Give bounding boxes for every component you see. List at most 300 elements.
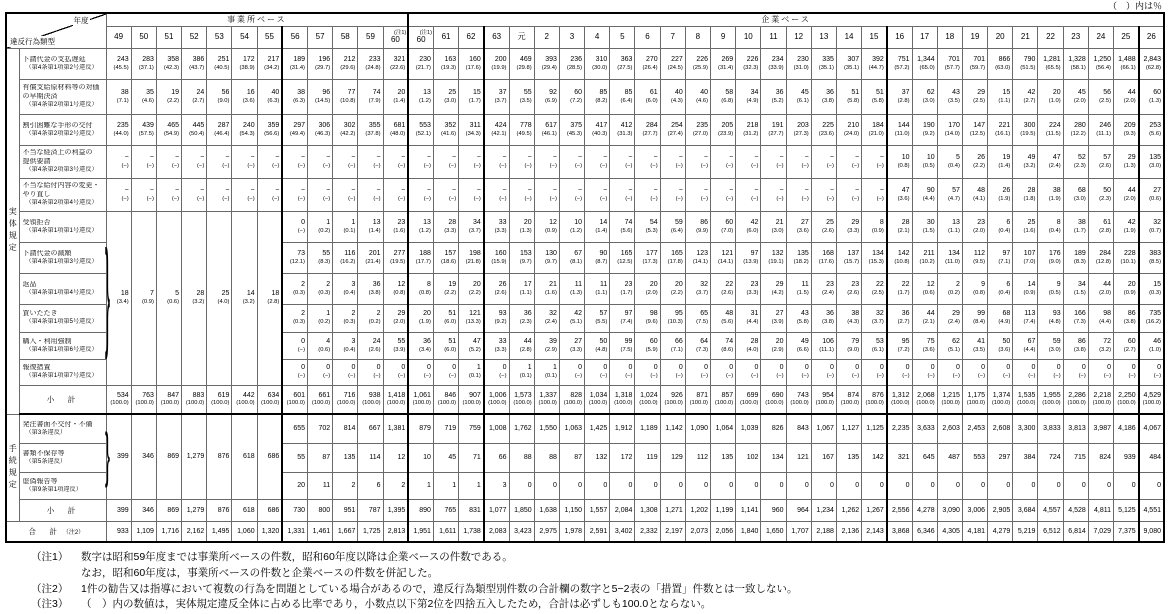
- grand-total-cell: 1,951: [408, 521, 433, 542]
- no-document-retention-cell: 87: [308, 443, 333, 472]
- forced-purchase-use-cell: [433, 332, 458, 359]
- cell-percent: (3.8): [1073, 346, 1086, 353]
- cell-value: 0: [376, 364, 381, 372]
- cell-value: 113: [1024, 310, 1036, 318]
- no-written-order-cell: 1,064: [711, 414, 736, 443]
- row-label-line: 割引困難な手形の交付: [22, 121, 93, 129]
- cell-value: 27: [1153, 186, 1161, 194]
- cell-value: −: [124, 186, 129, 194]
- grand-total-cell: 3,423: [509, 521, 534, 542]
- cell-value: 236: [570, 55, 583, 63]
- cell-percent: (31.0): [793, 64, 809, 71]
- cell-value: 35: [146, 88, 154, 96]
- return-of-goods-cell: [1114, 273, 1139, 304]
- cell-percent: (4.0): [217, 299, 230, 306]
- cell-percent: (6.4): [670, 227, 683, 234]
- cell-value: 25: [448, 88, 457, 96]
- payment-delay-cell: [988, 48, 1013, 79]
- cell-value: 135: [797, 249, 809, 257]
- early-settlement-of-materials-cell: [660, 79, 685, 114]
- cell-percent: (27.5): [617, 64, 633, 71]
- cell-value: 49: [800, 337, 809, 345]
- unjust-economic-benefit-request-cell: [736, 145, 761, 178]
- cell-percent: (1.7): [620, 289, 633, 296]
- early-settlement-of-materials-cell: [1063, 79, 1088, 114]
- payment-delay-cell: [937, 48, 962, 79]
- corner-label-violation-type: 違反行為類型: [10, 36, 55, 46]
- cell-percent: (3.7): [494, 97, 507, 104]
- price-reduction-cell: [862, 242, 887, 273]
- no-written-order-cell: 1,127: [836, 414, 861, 443]
- subtotal-substantive-cell: [282, 385, 307, 414]
- cell-value: 0: [1006, 364, 1011, 372]
- cell-percent: (29.4): [541, 64, 557, 71]
- no-document-retention-cell: 135: [333, 443, 358, 472]
- cell-value: 20: [423, 310, 431, 318]
- cell-percent: (3.7): [696, 289, 708, 296]
- grand-total-cell: 1,738: [459, 521, 484, 542]
- forced-purchase-use-cell: [1139, 332, 1164, 359]
- year-header: [1038, 26, 1063, 48]
- merged-early-years-cell: [106, 414, 131, 499]
- cell-percent: (3.8): [822, 97, 834, 104]
- cell-percent: (2.4): [822, 289, 834, 296]
- no-written-order-cell: 1,189: [635, 414, 660, 443]
- cell-value: 62: [952, 337, 960, 345]
- cell-percent: (3.0): [1149, 162, 1161, 169]
- unjust-economic-benefit-request-cell: [836, 145, 861, 178]
- year-header: [761, 26, 786, 48]
- subtotal-procedural-cell: 1,279: [182, 499, 207, 521]
- merged-early-years-cell: [106, 211, 131, 385]
- cell-percent: (0.3): [293, 289, 305, 296]
- cell-value: 189: [1074, 249, 1086, 257]
- year-header: [106, 26, 131, 48]
- year-label: 53: [214, 32, 224, 41]
- no-document-retention-cell: 88: [534, 443, 559, 472]
- cell-value: 196: [318, 55, 331, 63]
- retaliation-measures-cell: [509, 359, 534, 385]
- cell-percent: (100.0): [916, 400, 935, 407]
- cell-percent: (0.4): [947, 162, 960, 169]
- cell-value: 2: [301, 280, 305, 288]
- cell-value: 2: [351, 310, 356, 318]
- footnotes: [31, 550, 1165, 613]
- cell-percent: (0.5): [1048, 289, 1061, 296]
- unjust-economic-benefit-request-cell: [282, 145, 307, 178]
- discount-difficult-bill-cell: [257, 114, 282, 145]
- cell-percent: (3.3): [494, 346, 507, 353]
- cell-value: 1,374: [992, 391, 1011, 399]
- year-header: [711, 26, 736, 48]
- year-label: 58: [340, 32, 350, 41]
- false-report-cell: 0: [685, 472, 710, 499]
- payment-delay-cell: [106, 48, 131, 79]
- cell-percent: (−): [826, 195, 834, 202]
- discount-difficult-bill-cell: [711, 114, 736, 145]
- no-written-order-cell: 1,039: [736, 414, 761, 443]
- cell-percent: (100.0): [1117, 400, 1136, 407]
- cell-percent: (10.1): [1120, 258, 1136, 265]
- retaliation-measures-cell: [761, 359, 786, 385]
- cell-value: −: [351, 153, 356, 161]
- cell-percent: (1.0): [1048, 97, 1061, 104]
- merged-early-years-cell: [156, 414, 181, 499]
- cell-percent: (2.0): [1123, 195, 1136, 202]
- cell-value: 701: [948, 55, 960, 63]
- table-row-grand-total: [6, 521, 1164, 542]
- cell-percent: (1.2): [419, 227, 431, 234]
- refusal-to-receive-cell: [761, 211, 786, 242]
- false-report-cell: 0: [912, 472, 937, 499]
- refusal-to-receive-cell: [585, 211, 610, 242]
- unjust-economic-benefit-request-cell: [1013, 145, 1038, 178]
- cell-value: 116: [344, 249, 356, 257]
- cell-percent: (13.9): [743, 258, 759, 265]
- forced-purchase-use-cell: [660, 332, 685, 359]
- year-header: [207, 26, 232, 48]
- retaliation-measures-cell: [685, 359, 710, 385]
- cell-percent: (0.2): [368, 319, 381, 326]
- price-reduction-cell: [358, 242, 383, 273]
- payment-delay-cell: [559, 48, 584, 79]
- discount-difficult-bill-cell: [1038, 114, 1063, 145]
- no-written-order-cell: 1,425: [585, 414, 610, 443]
- cell-value: 57: [1103, 153, 1111, 161]
- unjust-economic-benefit-request-cell: [685, 145, 710, 178]
- cell-percent: (0.6): [318, 346, 331, 353]
- no-document-retention-cell: 553: [962, 443, 987, 472]
- cell-percent: (2.0): [393, 319, 406, 326]
- row-label-line: （第3条違反）: [25, 429, 67, 437]
- cell-value: 417: [595, 121, 608, 129]
- cell-value: 43: [800, 310, 809, 318]
- cell-percent: (−): [423, 162, 431, 169]
- cell-value: 302: [343, 121, 356, 129]
- year-label: 19: [970, 32, 980, 41]
- unjust-change-redo-cell: [106, 178, 131, 211]
- cell-percent: (0.5): [922, 162, 935, 169]
- cell-percent: (−): [171, 195, 180, 202]
- price-reduction-cell: [433, 242, 458, 273]
- row-label-payment-delay: [19, 48, 106, 79]
- grand-total-cell: 2,083: [484, 521, 509, 542]
- unjust-change-redo-cell: [736, 178, 761, 211]
- cell-percent: (7.4): [1023, 319, 1036, 326]
- unjust-change-redo-cell: [711, 178, 736, 211]
- cell-percent: (3.6): [922, 346, 935, 353]
- discount-difficult-bill-cell: [1063, 114, 1088, 145]
- price-reduction-cell: [459, 242, 484, 273]
- false-report-cell: 0: [559, 472, 584, 499]
- cell-percent: (−): [751, 195, 759, 202]
- cell-value: 177: [645, 249, 658, 257]
- beating-down-price-cell: [887, 304, 912, 332]
- no-document-retention-cell: 66: [484, 443, 509, 472]
- cell-percent: (1.4): [368, 227, 381, 234]
- cell-value: 22: [901, 280, 910, 288]
- cell-value: 36: [523, 310, 532, 318]
- retaliation-measures-cell: [635, 359, 660, 385]
- grand-total-cell: 5,219: [1013, 521, 1038, 542]
- cell-percent: (2.8): [267, 299, 280, 306]
- cell-percent: (1.6): [544, 289, 557, 296]
- cell-value: 2,286: [1068, 391, 1086, 399]
- cell-percent: (−): [549, 195, 557, 202]
- year-header: [836, 26, 861, 48]
- row-label-forced-purchase-use: [19, 332, 106, 359]
- cell-value: −: [326, 186, 331, 194]
- cell-value: 26: [977, 153, 986, 161]
- early-settlement-of-materials-cell: [232, 79, 257, 114]
- cell-percent: (−): [448, 195, 457, 202]
- price-reduction-cell: [534, 242, 559, 273]
- grand-total-cell: 1,320: [257, 521, 282, 542]
- grand-total-cell: 2,197: [660, 521, 685, 542]
- cell-percent: (37.1): [138, 64, 154, 71]
- cell-value: 2,218: [1093, 391, 1111, 399]
- cell-percent: (8.1): [570, 258, 583, 265]
- cell-value: −: [779, 153, 784, 161]
- no-written-order-cell: 1,067: [811, 414, 836, 443]
- cell-value: 107: [1023, 249, 1036, 257]
- cell-percent: (−): [322, 373, 331, 380]
- cell-value: −: [426, 186, 431, 194]
- cell-percent: (4.4): [1099, 319, 1111, 326]
- return-of-goods-cell: [685, 273, 710, 304]
- cell-value: 226: [696, 55, 708, 63]
- year-label: 11: [769, 32, 778, 41]
- cell-percent: (100.0): [337, 400, 356, 407]
- grand-total-cell: 4,279: [988, 521, 1013, 542]
- unjust-change-redo-cell: [635, 178, 660, 211]
- cell-value: 121: [721, 249, 734, 257]
- beating-down-price-cell: [685, 304, 710, 332]
- cell-percent: (7.1): [670, 346, 683, 353]
- note1-mark: (注1): [394, 29, 407, 36]
- beating-down-price-cell: [509, 304, 534, 332]
- grand-total-cell: 1,611: [433, 521, 458, 542]
- cell-percent: (−): [348, 195, 356, 202]
- no-document-retention-cell: 715: [1063, 443, 1088, 472]
- cell-value: −: [476, 186, 481, 194]
- unjust-economic-benefit-request-cell: [862, 145, 887, 178]
- cell-percent: (16.2): [1145, 319, 1161, 326]
- price-reduction-cell: [988, 242, 1013, 273]
- cell-value: −: [703, 186, 708, 194]
- cell-percent: (21.7): [415, 64, 431, 71]
- grand-total-cell: 1,978: [559, 521, 584, 542]
- cell-percent: (1.5): [796, 289, 809, 296]
- cell-value: 142: [897, 249, 910, 257]
- year-label: 52: [189, 32, 199, 41]
- forced-purchase-use-cell: [685, 332, 710, 359]
- cell-value: 284: [645, 121, 658, 129]
- subtotal-procedural-cell: 3,090: [937, 499, 962, 521]
- refusal-to-receive-cell: [433, 211, 458, 242]
- cell-percent: (11.5): [1045, 130, 1061, 137]
- beating-down-price-cell: [912, 304, 937, 332]
- refusal-to-receive-cell: [484, 211, 509, 242]
- cell-percent: (0.4): [1048, 227, 1061, 234]
- year-label: 18: [945, 32, 955, 41]
- cell-value: 0: [578, 364, 583, 372]
- cell-value: 0: [779, 364, 784, 372]
- unjust-change-redo-cell: [786, 178, 811, 211]
- cell-value: 36: [775, 88, 784, 96]
- cell-value: −: [577, 153, 583, 161]
- beating-down-price-cell: [1038, 304, 1063, 332]
- cell-value: 534: [117, 391, 129, 399]
- cell-percent: (100.0): [840, 400, 860, 407]
- cell-value: 86: [1127, 310, 1136, 318]
- cell-percent: (2.2): [468, 289, 481, 296]
- cell-percent: (−): [625, 162, 633, 169]
- cell-percent: (0.6): [922, 289, 935, 296]
- cell-value: −: [502, 186, 507, 194]
- unit-note: （ ）内は％: [1107, 1, 1162, 11]
- cell-percent: (−): [272, 195, 280, 202]
- cell-percent: (11.0): [894, 130, 910, 137]
- cell-value: 57: [599, 310, 608, 318]
- unjust-change-redo-cell: [534, 178, 559, 211]
- beating-down-price-cell: [862, 304, 887, 332]
- unjust-economic-benefit-request-cell: [761, 145, 786, 178]
- forced-purchase-use-cell: [408, 332, 433, 359]
- row-label-line: 返品: [22, 280, 37, 288]
- return-of-goods-cell: [786, 273, 811, 304]
- subtotal-substantive-cell: [1063, 385, 1088, 414]
- discount-difficult-bill-cell: [282, 114, 307, 145]
- cell-percent: (12.5): [617, 258, 633, 265]
- false-report-cell: 0: [1088, 472, 1113, 499]
- cell-value: −: [804, 153, 809, 161]
- cell-value: 227: [671, 55, 683, 63]
- retaliation-measures-cell: [1038, 359, 1063, 385]
- false-report-cell: 2: [383, 472, 408, 499]
- year-header: [786, 26, 811, 48]
- cell-value: 60: [1127, 337, 1136, 345]
- refusal-to-receive-cell: [660, 211, 685, 242]
- row-label-false-report: [19, 472, 106, 499]
- forced-purchase-use-cell: [333, 332, 358, 359]
- unjust-change-redo-cell: [358, 178, 383, 211]
- cell-value: −: [855, 186, 860, 194]
- year-header: [156, 26, 181, 48]
- cell-percent: (1.1): [595, 289, 608, 296]
- cell-percent: (66.1): [1120, 64, 1136, 71]
- cell-percent: (0.2): [318, 227, 331, 234]
- false-report-cell: 11: [308, 472, 333, 499]
- no-document-retention-cell: 88: [509, 443, 534, 472]
- cell-percent: (31.4): [718, 64, 734, 71]
- subtotal-procedural-cell: 1,150: [559, 499, 584, 521]
- cell-value: 1,250: [1093, 55, 1111, 63]
- cell-percent: (100.0): [614, 400, 633, 407]
- row-label-line: （第4条第1項第7号違反）: [25, 372, 98, 380]
- cell-percent: (46.4): [214, 130, 230, 137]
- cell-percent: (1.7): [1073, 227, 1086, 234]
- cell-percent: (3.6): [242, 97, 255, 104]
- footnote-1: [31, 550, 1165, 566]
- cell-value: 926: [671, 391, 683, 399]
- retaliation-measures-cell: [962, 359, 987, 385]
- cell-percent: (−): [725, 195, 734, 202]
- cell-value: 176: [1048, 249, 1061, 257]
- cell-value: 10: [574, 218, 583, 226]
- cell-percent: (7.9): [368, 97, 381, 104]
- subtotal-procedural-cell: 1,850: [509, 499, 534, 521]
- retaliation-measures-cell: [282, 359, 307, 385]
- cell-percent: (−): [977, 373, 986, 380]
- subtotal-substantive-cell: [156, 385, 181, 414]
- refusal-to-receive-cell: [534, 211, 559, 242]
- grand-total-cell: 1,331: [282, 521, 307, 542]
- discount-difficult-bill-cell: [1013, 114, 1038, 145]
- no-written-order-cell: 1,762: [509, 414, 534, 443]
- cell-value: 226: [746, 55, 759, 63]
- year-label: 63: [492, 32, 502, 41]
- payment-delay-cell: [207, 48, 232, 79]
- cell-percent: (−): [423, 195, 431, 202]
- cell-value: 43: [952, 88, 960, 96]
- cell-value: 38: [297, 88, 305, 96]
- table-row-payment-delay: [6, 48, 1164, 79]
- cell-percent: (100.0): [639, 400, 658, 407]
- year-label: 26: [1146, 32, 1156, 41]
- discount-difficult-bill-cell: [585, 114, 610, 145]
- cell-value: 165: [671, 249, 683, 257]
- no-written-order-cell: 2,235: [887, 414, 912, 443]
- retaliation-measures-cell: [610, 359, 635, 385]
- year-label: 50: [139, 32, 149, 41]
- cell-percent: (2.2): [670, 289, 683, 296]
- footnote-label: （注2）: [31, 582, 69, 595]
- cell-percent: (−): [272, 162, 280, 169]
- cell-percent: (0.6): [167, 299, 180, 306]
- cell-percent: (35.1): [843, 64, 860, 71]
- cell-value: 553: [419, 121, 431, 129]
- cell-value: 51: [876, 88, 884, 96]
- cell-percent: (0.3): [318, 289, 331, 296]
- cell-value: −: [300, 186, 305, 194]
- cell-percent: (1.5): [1073, 289, 1086, 296]
- year-header: [509, 26, 534, 48]
- cell-percent: (6.1): [796, 97, 809, 104]
- price-reduction-cell: [761, 242, 786, 273]
- cell-percent: (−): [297, 373, 305, 380]
- cell-percent: (3.2): [242, 299, 255, 306]
- cell-percent: (100.0): [412, 400, 431, 407]
- discount-difficult-bill-cell: [786, 114, 811, 145]
- unjust-economic-benefit-request-cell: [182, 145, 207, 178]
- subtotal-substantive-cell: [1114, 385, 1139, 414]
- cell-percent: (22.6): [390, 64, 406, 71]
- cell-percent: (48.0): [390, 130, 406, 137]
- unjust-economic-benefit-request-cell: [509, 145, 534, 178]
- no-document-retention-cell: 484: [1139, 443, 1164, 472]
- cell-value: 37: [498, 88, 507, 96]
- cell-value: 287: [217, 121, 230, 129]
- grand-total-cell: 2,056: [711, 521, 736, 542]
- discount-difficult-bill-cell: [433, 114, 458, 145]
- return-of-goods-cell: [761, 273, 786, 304]
- cell-percent: (−): [398, 195, 406, 202]
- cell-value: 93: [1052, 310, 1061, 318]
- retaliation-measures-cell: [308, 359, 333, 385]
- cell-percent: (−): [1128, 373, 1136, 380]
- cell-percent: (−): [876, 162, 884, 169]
